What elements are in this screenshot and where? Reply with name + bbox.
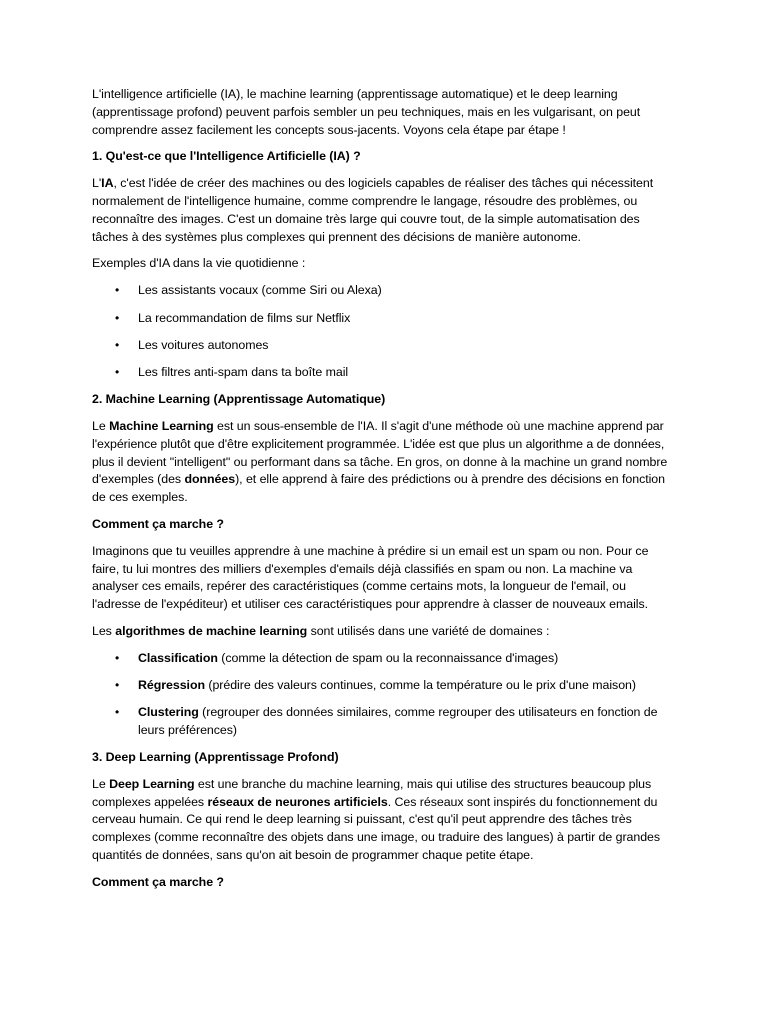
section3-paragraph bbox=[92, 776, 676, 865]
text-span: Les bbox=[92, 623, 116, 638]
examples-list bbox=[92, 282, 676, 382]
bullet-icon: • bbox=[115, 365, 120, 380]
bullet-icon: • bbox=[115, 337, 120, 352]
bold-term-deep-learning: Deep Learning bbox=[109, 776, 195, 791]
bullet-icon: • bbox=[115, 678, 120, 693]
bold-term-algorithms: algorithmes de machine learning bbox=[115, 623, 308, 638]
list-item bbox=[115, 650, 676, 668]
text-span: est un sous-ensemble de l'IA. Il s'agit d'une méthode où une machine apprend par l'expérience plutôt que d'être explicitement programmée. L'idée est que plus un algorithme a de données, plus il devient "intelligent" ou performant dans sa tâche. En gros, on donne à la machine un grand nombre d'exemples (des bbox=[92, 418, 668, 487]
section2-how-paragraph: Imaginons que tu veuilles apprendre à une machine à prédire si un email est un spam ou non. Pour ce faire, tu lui montres des milliers d'exemples d'emails déjà classifiés en spam ou non. La machine va analyser ces emails, repérer des caractéristiques (comme certains mots, la longueur de l'email, ou l'adresse de l'expéditeur) et utiliser ces caractéristiques pour apprendre à classer de nouveaux emails. bbox=[92, 543, 649, 612]
text-span: ), et elle apprend à faire des prédictions ou à prendre des décisions en fonction de ces exemples. bbox=[92, 472, 665, 505]
section2-title: 2. Machine Learning (Apprentissage Automatique) bbox=[92, 392, 386, 407]
list-item bbox=[115, 704, 676, 740]
examples-intro: Exemples d'IA dans la vie quotidienne : bbox=[92, 256, 306, 271]
section1-title: 1. Qu'est-ce que l'Intelligence Artificielle (IA) ? bbox=[92, 149, 361, 164]
list-item bbox=[115, 677, 676, 695]
algorithms-intro bbox=[92, 623, 676, 641]
list-item bbox=[115, 282, 676, 300]
list-item-text: Les voitures autonomes bbox=[138, 337, 269, 352]
text-span: Le bbox=[92, 418, 110, 433]
list-item-text: Les filtres anti-spam dans ta boîte mail bbox=[138, 365, 349, 380]
list-item-text: (regrouper des données similaires, comme regrouper des utilisateurs en fonction de leurs préférences) bbox=[138, 705, 658, 738]
list-item-term: Classification bbox=[138, 650, 218, 665]
bullet-icon: • bbox=[115, 310, 120, 325]
text-span: , c'est l'idée de créer des machines ou des logiciels capables de réaliser des tâches qui nécessitent normalement de l'intelligence humaine, comme comprendre le langage, résoudre des problèmes, ou reconnaître des images. C'est un domaine très large qui couvre tout, de la simple automatisation des tâches à des systèmes plus complexes qui prennent des décisions de manière autonome. bbox=[92, 176, 654, 244]
bullet-icon: • bbox=[115, 283, 120, 298]
text-span: est une branche du machine learning, mais qui utilise des structures beaucoup plus complexes appelées bbox=[92, 776, 652, 809]
section2-how-title: Comment ça marche ? bbox=[92, 516, 224, 531]
list-item-term: Clustering bbox=[138, 705, 199, 720]
text-span: Le bbox=[92, 776, 110, 791]
section1-paragraph bbox=[92, 175, 676, 246]
list-item-text: La recommandation de films sur Netflix bbox=[138, 310, 351, 325]
section3-how-title: Comment ça marche ? bbox=[92, 874, 224, 889]
list-item bbox=[115, 364, 676, 382]
bold-term-ia: IA bbox=[101, 176, 114, 191]
list-item bbox=[115, 310, 676, 328]
bold-term-donnees: données bbox=[184, 472, 236, 487]
list-item-text: (comme la détection de spam ou la reconnaissance d'images) bbox=[217, 650, 559, 665]
algorithms-list bbox=[92, 650, 676, 740]
bold-term-neural-networks: réseaux de neurones artificiels bbox=[207, 794, 388, 809]
list-item-text: Les assistants vocaux (comme Siri ou Alexa) bbox=[138, 283, 382, 298]
section2-paragraph bbox=[92, 418, 676, 507]
bullet-icon: • bbox=[115, 705, 120, 720]
section3-title: 3. Deep Learning (Apprentissage Profond) bbox=[92, 750, 339, 765]
bullet-icon: • bbox=[115, 650, 120, 665]
bold-term-machine-learning: Machine Learning bbox=[109, 418, 214, 433]
text-span: sont utilisés dans une variété de domaines : bbox=[307, 623, 550, 638]
intro-paragraph: L'intelligence artificielle (IA), le machine learning (apprentissage automatique) et le deep learning (apprentissage profond) peuvent parfois sembler un peu techniques, mais en les vulgarisant, on peut comprendre assez facilement les concepts sous-jacents. Voyons cela étape par étape ! bbox=[92, 87, 641, 137]
text-span: L' bbox=[92, 176, 102, 191]
list-item-text: (prédire des valeurs continues, comme la température ou le prix d'une maison) bbox=[204, 678, 636, 693]
list-item-term: Régression bbox=[138, 678, 205, 693]
list-item bbox=[115, 337, 676, 355]
text-span: . Ces réseaux sont inspirés du fonctionnement du cerveau humain. Ce qui rend le deep learning si puissant, c'est qu'il peut apprendre des tâches très complexes (comme reconnaître des objets dans une image, ou traduire des langues) à partir de grandes quantités de données, sans qu'on ait besoin de programmer chaque petite étape. bbox=[92, 794, 661, 863]
